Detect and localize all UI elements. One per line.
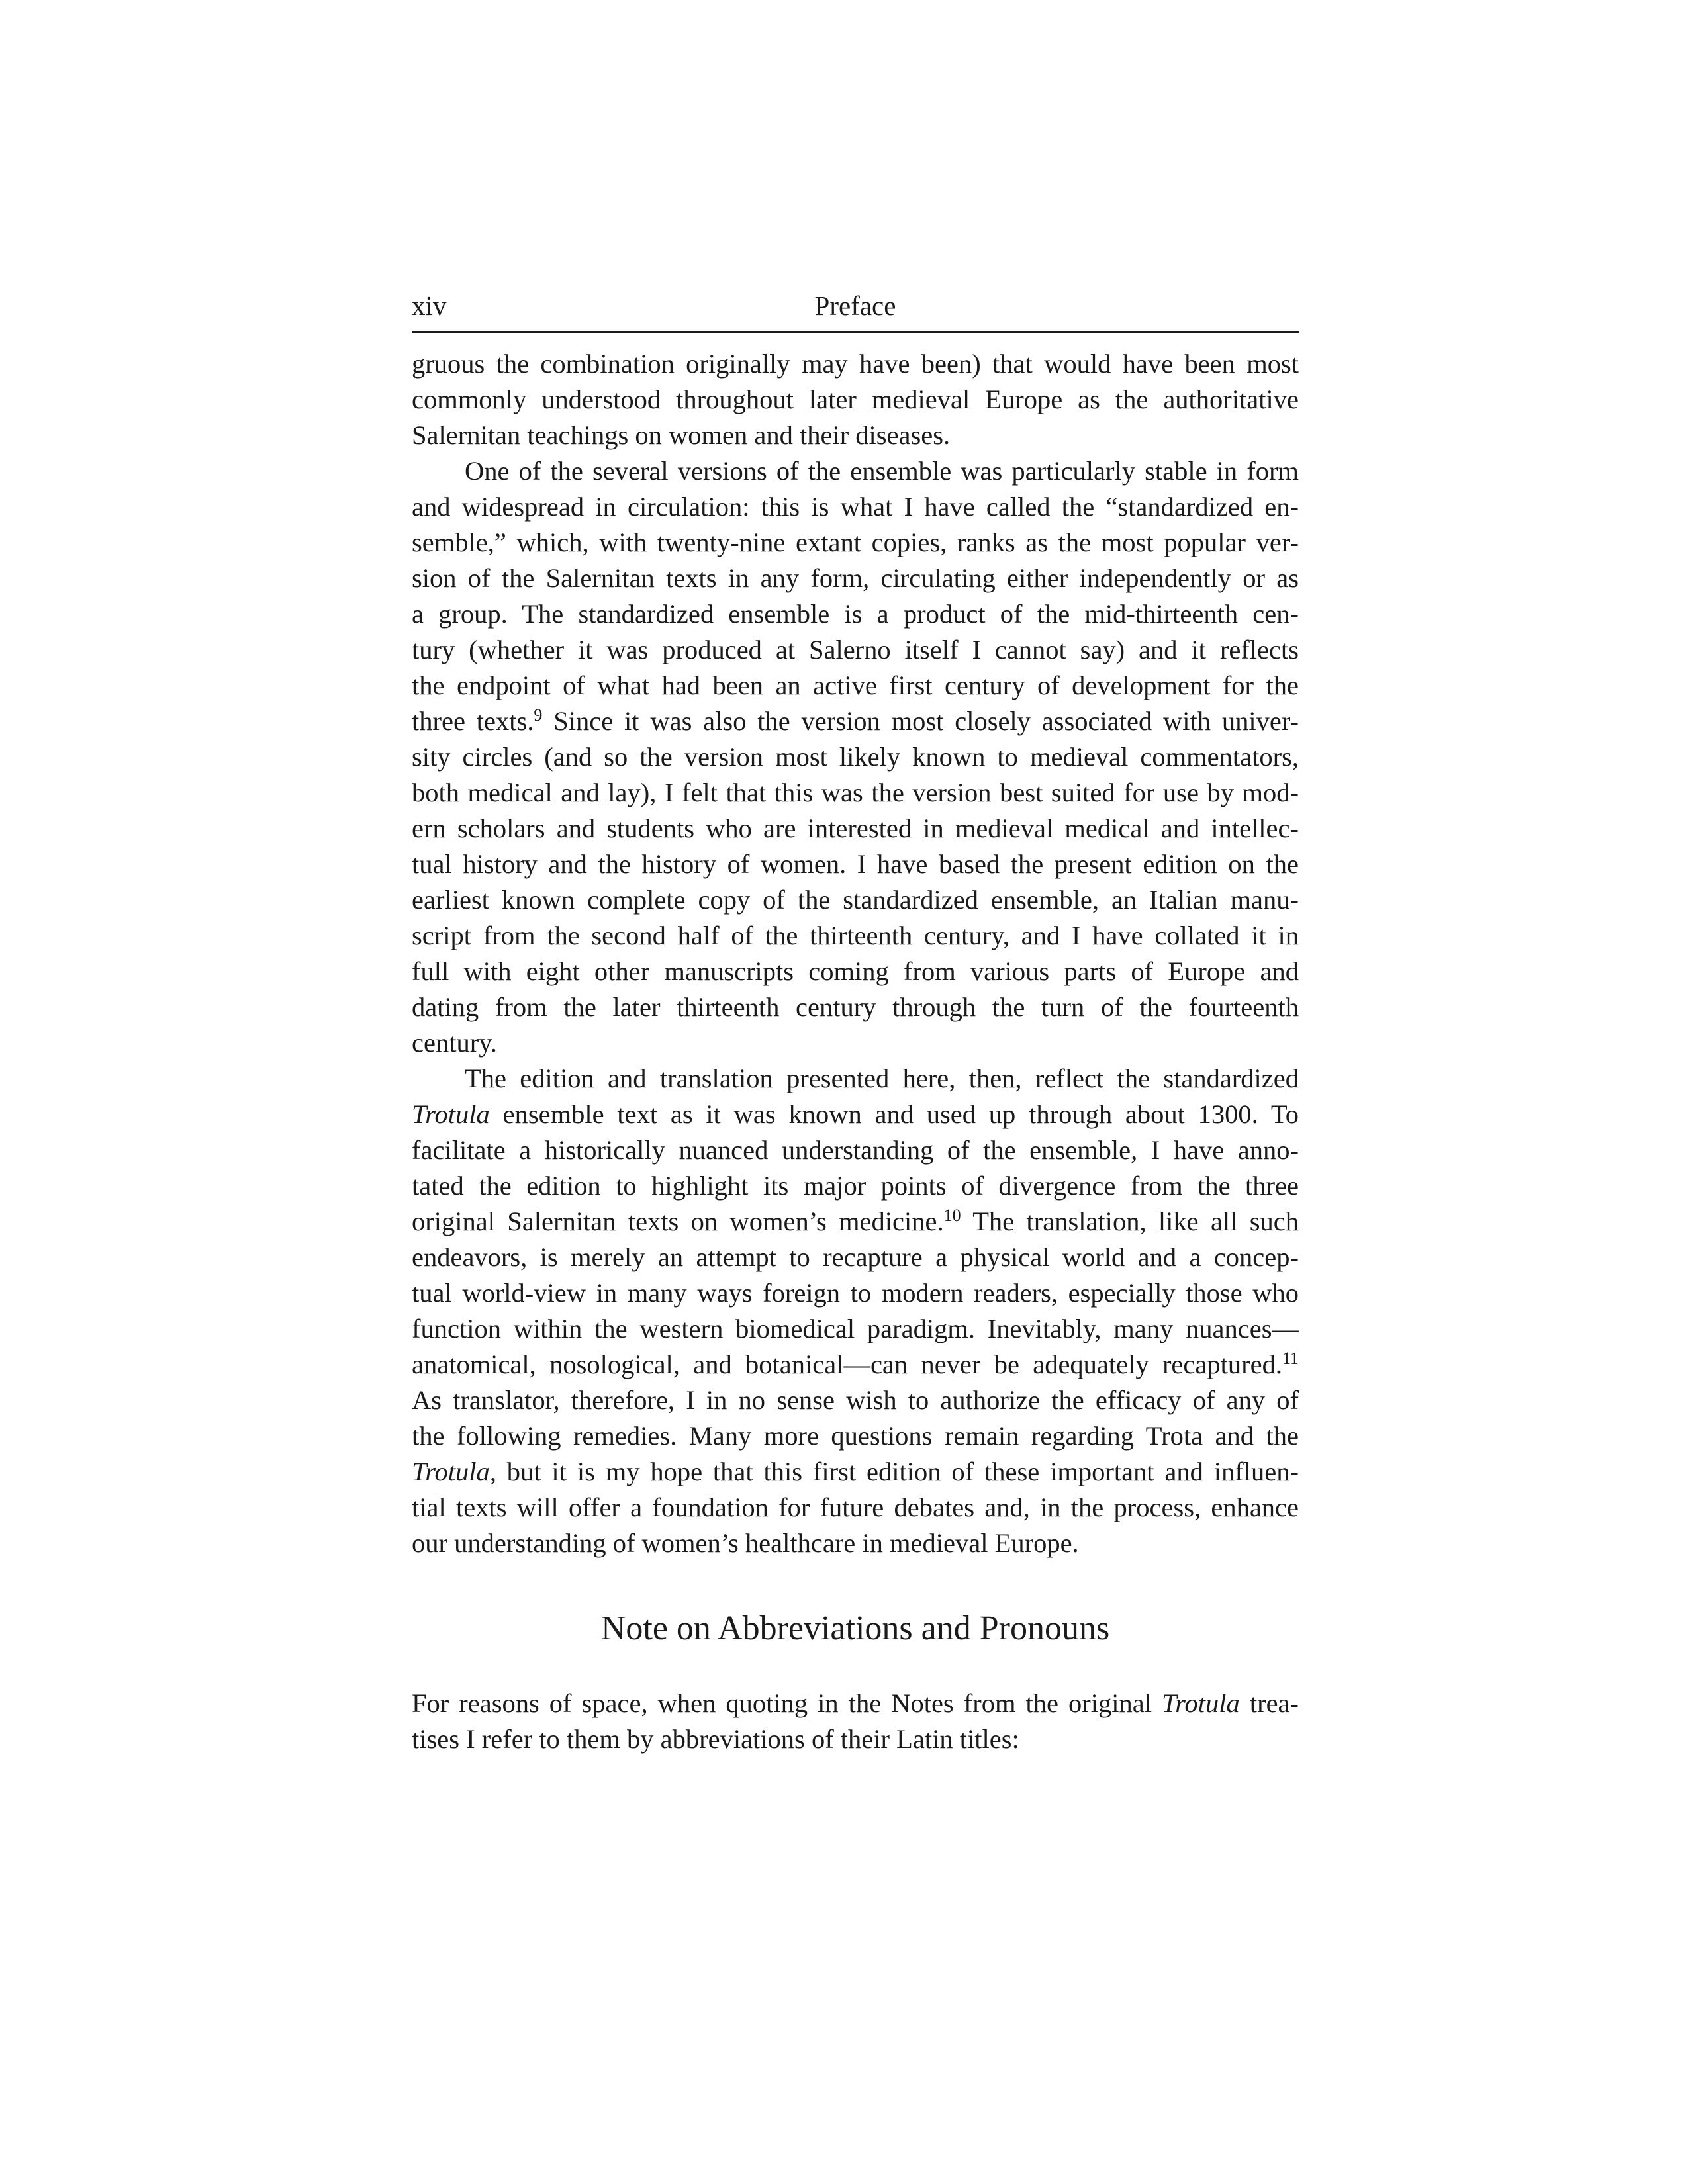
text-line: sion of the Salernitan texts in any form, circulating either independently or as xyxy=(412,563,1299,593)
section-heading: Note on Abbreviations and Pronouns xyxy=(600,1610,1110,1647)
text-line: tual history and the history of women. I have based the present edition on the xyxy=(412,849,1299,879)
text-line: sity circles (and so the version most likely known to medieval commentators, xyxy=(412,742,1299,772)
book-page xyxy=(412,278,1299,1757)
text-line: our understanding of women’s healthcare in medieval Europe. xyxy=(412,1528,1079,1558)
text-line: a group. The standardized ensemble is a product of the mid-thirteenth cen- xyxy=(412,599,1299,629)
text-segment: trea- xyxy=(1239,1688,1299,1718)
text-line: semble,” which, with twenty-nine extant copies, ranks as the most popular ver- xyxy=(412,527,1299,557)
italic-title: Trotula xyxy=(412,1457,490,1486)
text-line xyxy=(412,1204,1299,1240)
text-segment: anatomical, nosological, and botanical—can never be adequately recaptured. xyxy=(412,1349,1282,1379)
text-line: tated the edition to highlight its major points of divergence from the three xyxy=(412,1171,1299,1201)
text-segment: ensemble text as it was known and used up through about 1300. To xyxy=(489,1099,1299,1129)
text-line: gruous the combination originally may have been) that would have been most xyxy=(412,349,1299,379)
text-line: tises I refer to them by abbreviations of their Latin titles: xyxy=(412,1724,1019,1754)
text-line: the following remedies. Many more questions remain regarding Trota and the xyxy=(412,1421,1299,1451)
text-line: century. xyxy=(412,1028,497,1058)
text-line xyxy=(412,1454,1299,1490)
text-segment: For reasons of space, when quoting in the Notes from the original xyxy=(412,1688,1162,1718)
text-line: The edition and translation presented here, then, reflect the standardized xyxy=(465,1064,1299,1093)
text-line: earliest known complete copy of the standardized ensemble, an Italian manu- xyxy=(412,885,1299,915)
text-line: tual world-view in many ways foreign to modern readers, especially those who xyxy=(412,1278,1299,1308)
footnote-marker-9[interactable]: 9 xyxy=(534,705,543,725)
text-line: function within the western biomedical paradigm. Inevitably, many nuances— xyxy=(412,1314,1299,1343)
text-line: tury (whether it was produced at Salerno itself I cannot say) and it reflects xyxy=(412,635,1299,664)
text-segment: three texts. xyxy=(412,706,534,736)
text-line: both medical and lay), I felt that this was the version best suited for use by mod- xyxy=(412,778,1299,807)
text-line xyxy=(412,704,1299,739)
text-line: tial texts will offer a foundation for future debates and, in the process, enhance xyxy=(412,1492,1299,1522)
text-line: the endpoint of what had been an active first century of development for the xyxy=(412,670,1299,700)
footnote-marker-11[interactable]: 11 xyxy=(1282,1349,1299,1368)
text-line: endeavors, is merely an attempt to recapture a physical world and a concep- xyxy=(412,1242,1299,1272)
text-line: ern scholars and students who are interested in medieval medical and intellec- xyxy=(412,813,1299,843)
text-line: facilitate a historically nuanced understanding of the ensemble, I have anno- xyxy=(412,1135,1299,1165)
text-line xyxy=(412,1686,1299,1721)
running-title: Preface xyxy=(814,291,896,321)
text-line xyxy=(412,1097,1299,1132)
text-line xyxy=(412,1347,1299,1383)
text-line: full with eight other manuscripts coming from various parts of Europe and xyxy=(412,956,1299,986)
footnote-marker-10[interactable]: 10 xyxy=(943,1206,961,1225)
italic-title: Trotula xyxy=(412,1099,490,1129)
text-segment: , but it is my hope that this first edition of these important and influen- xyxy=(489,1457,1299,1486)
text-line: As translator, therefore, I in no sense wish to authorize the efficacy of any of xyxy=(412,1385,1299,1415)
italic-title: Trotula xyxy=(1161,1688,1240,1718)
text-line: dating from the later thirteenth century through the turn of the fourteenth xyxy=(412,992,1299,1022)
body-text xyxy=(412,346,1299,1757)
running-head xyxy=(412,278,1299,333)
text-line: and widespread in circulation: this is what I have called the “standardized en- xyxy=(412,492,1299,522)
text-line: script from the second half of the thirteenth century, and I have collated it in xyxy=(412,921,1299,950)
text-line: commonly understood throughout later medieval Europe as the authoritative xyxy=(412,385,1299,414)
text-segment: Since it was also the version most closely associated with univer- xyxy=(542,706,1299,736)
text-segment: original Salernitan texts on women’s medicine. xyxy=(412,1206,944,1236)
text-line: One of the several versions of the ensemble was particularly stable in form xyxy=(465,456,1299,486)
page-number: xiv xyxy=(412,291,447,321)
text-segment: The translation, like all such xyxy=(961,1206,1299,1236)
text-line: Salernitan teachings on women and their diseases. xyxy=(412,420,951,450)
